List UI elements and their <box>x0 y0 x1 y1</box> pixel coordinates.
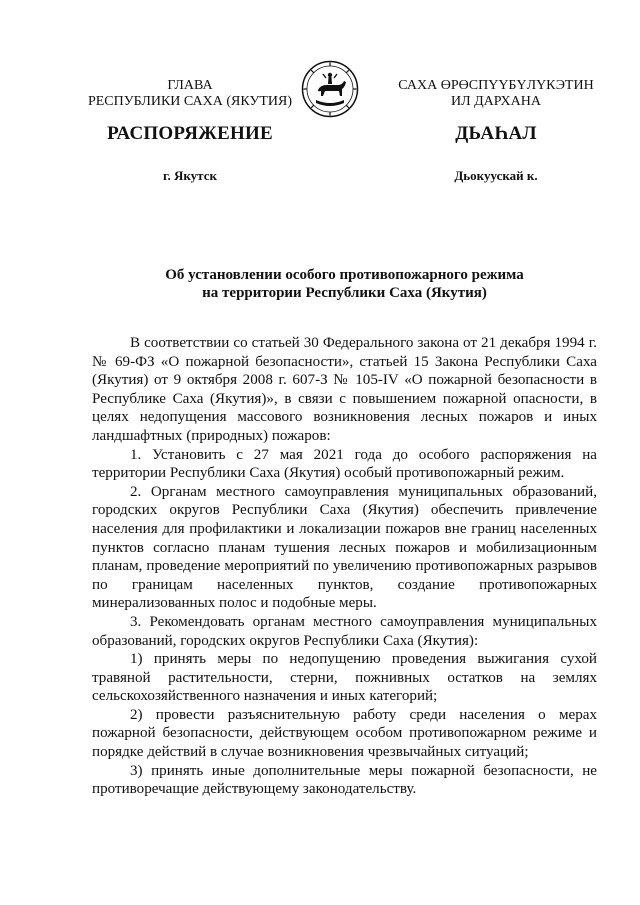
right-authority-block <box>383 78 609 110</box>
clause-2-paragraph: 2. Органам местного самоуправления муниципальных образований, городских округов Республики Саха (Якутия) обеспечить привлечение населения для профилактики и локализации пожаров вне границ населенных пунктов согласно планам тушения лесных пожаров и мобилизационным планам, проведение мероприятий по увеличению противопожарных разрывов по границам населенных пунктов, создание противопожарных минерализованных полос и подобные меры. <box>92 483 597 612</box>
document-title <box>92 266 597 302</box>
city-yakut: Дьокуускай к. <box>454 168 538 183</box>
clause-3-paragraph: 3. Рекомендовать органам местного самоуправления муниципальных образований, городских округов Республики Саха (Якутия): <box>92 613 597 649</box>
left-authority-line2: РЕСПУБЛИКИ САХА (ЯКУТИЯ) <box>87 94 293 109</box>
city-russian: г. Якутск <box>163 168 217 183</box>
right-authority-line2: ИЛ ДАРХАНА <box>450 94 541 109</box>
subclause-2-paragraph: 2) провести разъяснительную работу среди населения о мерах пожарной безопасности, действующем особом противопожарном режиме и порядке действий в случае возникновения чрезвычайных ситуаций; <box>92 706 597 761</box>
preamble-paragraph: В соответствии со статьей 30 Федерального закона от 21 декабря 1994 г. № 69-ФЗ «О пожарной безопасности», статьей 15 Закона Республики Саха (Якутия) от 9 октября 2008 г. 607-З № 105-IV «О пожарной безопасности в Республике Саха (Якутия)», в связи с повышением пожарной опасности, в целях недопущения массового возникновения лесных пожаров и иных ландшафтных (природных) пожаров: <box>92 335 597 444</box>
clause-1-paragraph: 1. Установить с 27 мая 2021 года до особого распоряжения на территории Республики Саха (Якутия) особый противопожарный режим. <box>92 446 597 482</box>
left-authority-block <box>85 78 295 110</box>
doc-type-yakut: ДЬАҺАЛ <box>455 123 537 144</box>
doc-type-russian: РАСПОРЯЖЕНИЕ <box>107 123 273 144</box>
document-title-line2: на территории Республики Саха (Якутия) <box>202 285 487 301</box>
left-authority-line1: ГЛАВА <box>167 78 213 93</box>
subclause-1-paragraph: 1) принять меры по недопущению проведения выжигания сухой травяной растительности, стерни, пожнивных остатков на землях сельскохозяйственного назначения и иных категорий; <box>92 651 597 705</box>
right-authority-line1: САХА ӨРӨСПҮҮБҮЛҮКЭТИН <box>398 78 594 93</box>
document-title-line1: Об установлении особого противопожарного режима <box>165 267 524 283</box>
document-body <box>92 334 597 799</box>
coat-of-arms-emblem-icon <box>301 60 359 118</box>
subclause-3-paragraph: 3) принять иные дополнительные меры пожарной безопасности, не противоречащие действующему законодательству. <box>92 762 597 798</box>
